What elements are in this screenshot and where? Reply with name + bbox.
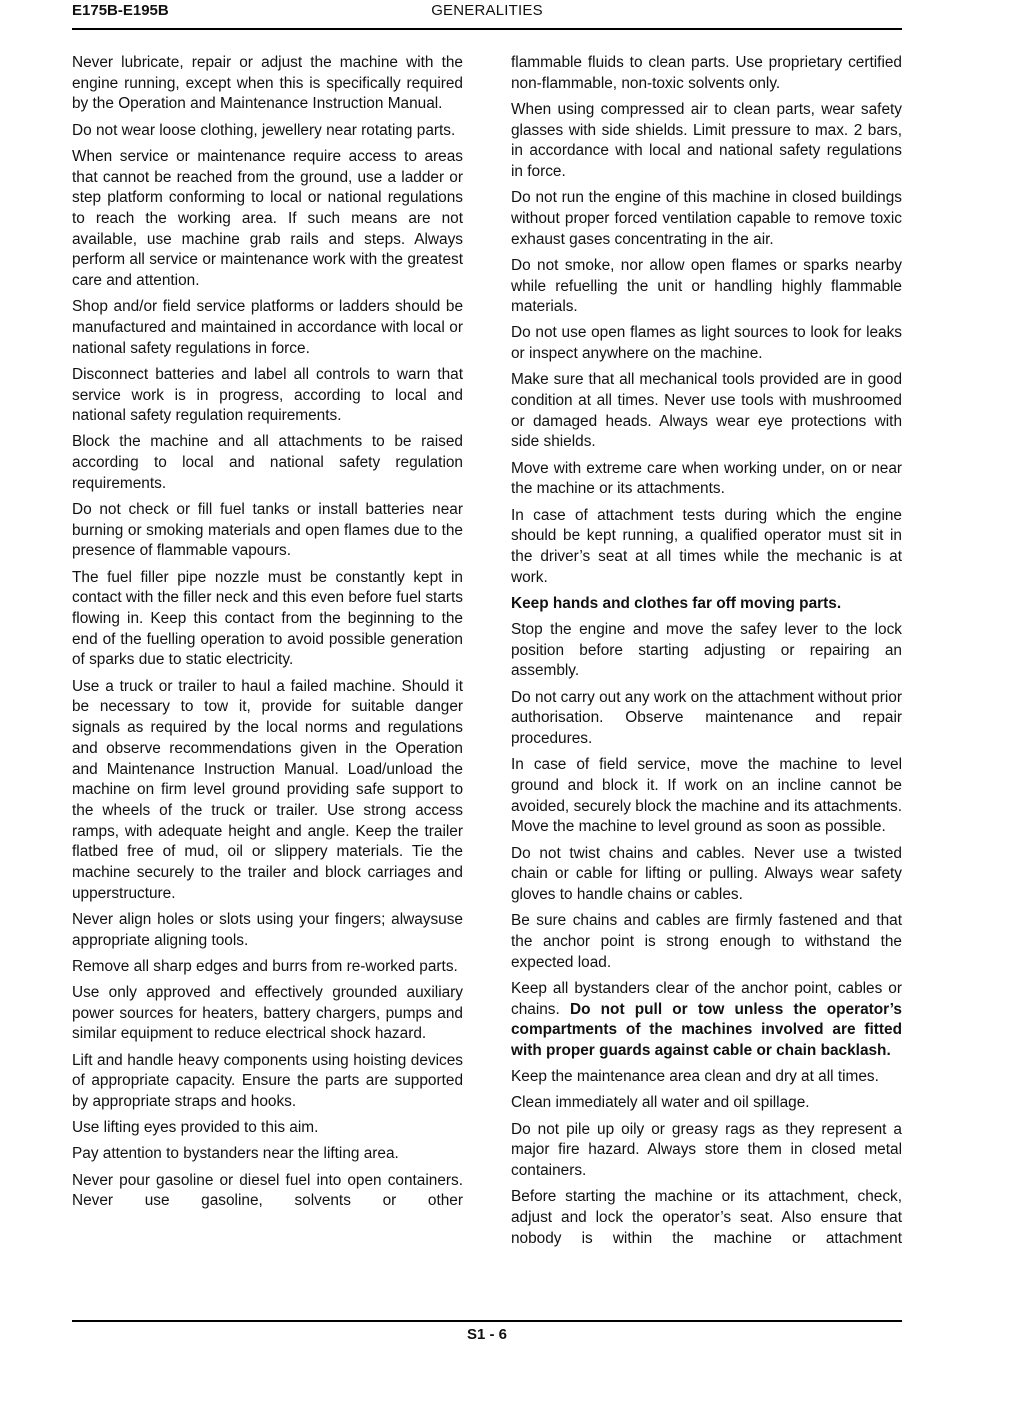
paragraph-bold-part: Do not pull or tow unless the operator’s compartments of the machines involved are fitted with proper guards against cable or chain backlash.	[511, 1000, 902, 1059]
paragraph: Keep the maintenance area clean and dry at all times.	[511, 1068, 879, 1086]
paragraph: Be sure chains and cables are firmly fastened and that the anchor point is strong enough to withstand the expected load.	[511, 912, 902, 971]
model-number: E175B-E195B	[72, 2, 169, 19]
page-header	[72, 0, 902, 28]
paragraph: Do not run the engine of this machine in closed buildings without proper forced ventilation capable to remove toxic exhaust gases concentrating in the air.	[511, 189, 902, 248]
paragraph: Lift and handle heavy components using hoisting devices of appropriate capacity. Ensure the parts are supported by appropriate straps and hooks.	[72, 1051, 463, 1111]
paragraph-plain-part: Keep all bystanders clear of the anchor point, cables or chains.	[511, 979, 902, 1018]
paragraph: Use lifting eyes provided to this aim.	[72, 1119, 319, 1137]
paragraph: Remove all sharp edges and burrs from re-worked parts.	[72, 957, 458, 975]
paragraph: In case of field service, move the machine to level ground and block it. If work on an incline cannot be avoided, securely block the machine and its attachments. Move the machine to level ground as soon as possible.	[511, 756, 902, 836]
paragraph: Do not use open flames as light sources to look for leaks or inspect anywhere on the machine.	[511, 324, 902, 363]
paragraph: Do not twist chains and cables. Never use a twisted chain or cable for lifting or pulling. Always wear safety gloves to handle chains or cables.	[511, 844, 902, 904]
paragraph: Do not wear loose clothing, jewellery near rotating parts.	[72, 121, 456, 139]
section-title: GENERALITIES	[431, 2, 543, 19]
paragraph-mixed	[511, 979, 902, 1062]
paragraph: Do not check or fill fuel tanks or install batteries near burning or smoking materials and open flames due to the presence of flammable vapours.	[72, 501, 463, 560]
paragraph: Make sure that all mechanical tools provided are in good condition at all times. Never use tools with mushroomed or damaged heads. Always wear eye protections with side shields.	[511, 371, 902, 451]
paragraph: Do not pile up oily or greasy rags as they represent a major fire hazard. Always store them in closed metal containers.	[511, 1120, 902, 1179]
bold-warning	[511, 594, 902, 615]
page-number: S1 - 6	[466, 1326, 508, 1343]
paragraph: Pay attention to bystanders near the lifting area.	[72, 1145, 399, 1163]
paragraph: Clean immediately all water and oil spillage.	[511, 1094, 810, 1112]
paragraph-continued: Never pour gasoline or diesel fuel into open containers. Never use gasoline, solvents or other	[72, 1171, 463, 1210]
paragraph: Use only approved and effectively grounded auxiliary power sources for heaters, battery chargers, pumps and similar equipment to reduce electrical shock hazard.	[72, 984, 463, 1043]
paragraph: Do not carry out any work on the attachment without prior authorisation. Observe maintenance and repair procedures.	[511, 688, 902, 748]
paragraph: Block the machine and all attachments to be raised according to local and national safety regulation requirements.	[72, 433, 463, 492]
paragraph: The fuel filler pipe nozzle must be constantly kept in contact with the filler neck and this even before fuel starts flowing in. Keep this contact from the beginning to the end of the fuelling operation to avoid possible generation of sparks due to static electricity.	[72, 568, 463, 669]
paragraph: Shop and/or field service platforms or ladders should be manufactured and maintained in accordance with local or national safety regulations in force.	[72, 298, 463, 357]
paragraph: Stop the engine and move the safey lever to the lock position before starting adjusting or repairing an assembly.	[511, 621, 902, 680]
paragraph: Never align holes or slots using your fingers; alwaysuse appropriate aligning tools.	[72, 910, 463, 949]
right-column	[511, 53, 902, 1255]
paragraph: Move with extreme care when working under, on or near the machine or its attachments.	[511, 459, 902, 498]
paragraph: Never lubricate, repair or adjust the machine with the engine running, except when this is specifically required by the Operation and Maintenance Instruction Manual.	[72, 54, 463, 113]
paragraph: When using compressed air to clean parts, wear safety glasses with side shields. Limit pressure to max. 2 bars, in accordance with local and national safety regulations in force.	[511, 100, 902, 181]
paragraph: flammable fluids to clean parts. Use proprietary certified non-flammable, non-toxic solvents only.	[511, 54, 902, 92]
paragraph: In case of attachment tests during which the engine should be kept running, a qualified operator must sit in the driver’s seat at all times while the mechanic is at work.	[511, 506, 902, 586]
paragraph: Disconnect batteries and label all controls to warn that service work is in progress, according to local and national safety regulation requirements.	[72, 365, 463, 425]
paragraph: When service or maintenance require access to areas that cannot be reached from the ground, use a ladder or step platform conforming to local or national regulations to reach the working area. If such means are not available, use machine grab rails and steps. Always perform all service or maintenance work with the greatest care and attention.	[72, 147, 463, 290]
bold-warning-text: Keep hands and clothes far off moving parts.	[511, 594, 842, 612]
footer-rule	[72, 1320, 902, 1322]
header-rule	[72, 28, 902, 30]
paragraph: Use a truck or trailer to haul a failed machine. Should it be necessary to tow it, provide for suitable danger signals as required by the local norms and regulations and observe recommendations given in the Operation and Maintenance Instruction Manual. Load/unload the machine on firm level ground providing safe support to the wheels of the truck or trailer. Use strong access ramps, with adequate height and angle. Keep the trailer flatbed free of mud, oil or slippery materials. Tie the machine securely to the trailer and block carriages and upperstructure.	[72, 677, 463, 902]
paragraph-continues: Before starting the machine or its attachment, check, adjust and lock the operator’s seat. Also ensure that nobody is within the machine or attachment	[511, 1188, 902, 1247]
left-column	[72, 53, 463, 1218]
paragraph: Do not smoke, nor allow open flames or sparks nearby while refuelling the unit or handling highly flammable materials.	[511, 256, 902, 316]
